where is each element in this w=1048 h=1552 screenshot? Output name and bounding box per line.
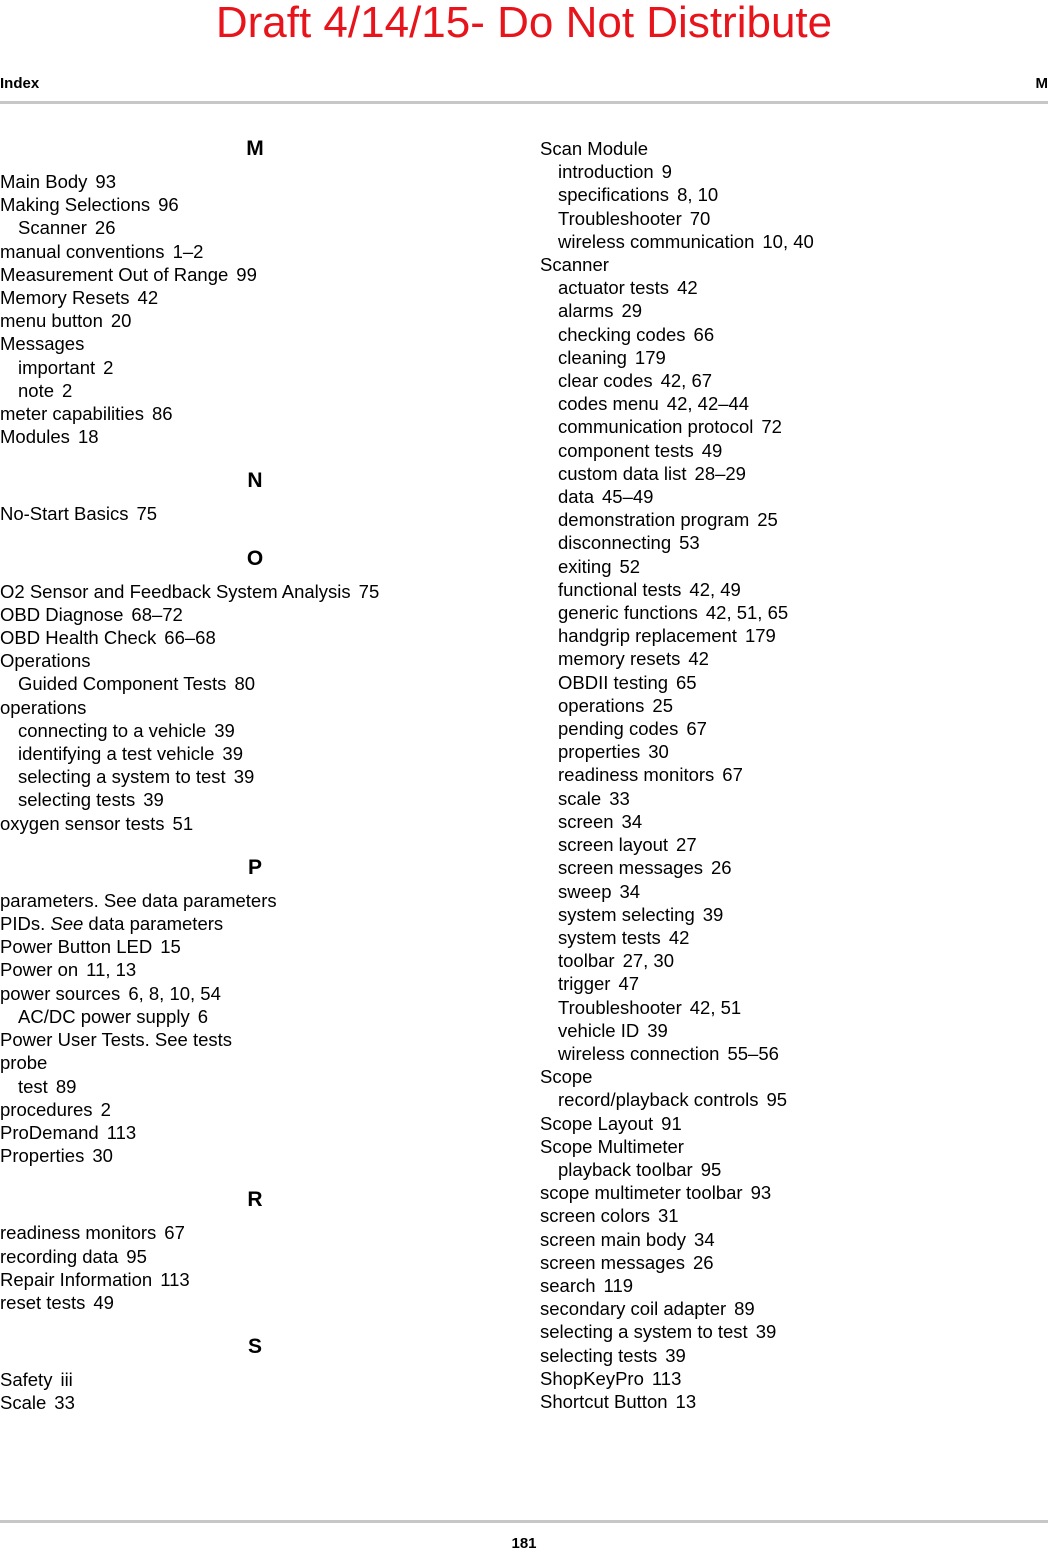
entry-term: wireless communication — [558, 231, 754, 252]
entry-term: Scope Multimeter — [540, 1136, 684, 1157]
entry-term: handgrip replacement — [558, 625, 737, 646]
page-number: 181 — [0, 1535, 1048, 1552]
entry-term: Scanner — [18, 217, 87, 238]
index-entry — [0, 935, 510, 958]
index-entry — [0, 603, 510, 626]
index-entry — [0, 982, 510, 1005]
entry-term: system tests — [558, 927, 661, 948]
page-reference[interactable]: 42, 51, 65 — [706, 602, 788, 623]
entry-term: Scope Layout — [540, 1113, 653, 1134]
page-reference[interactable]: 89 — [56, 1076, 77, 1097]
entry-term: cleaning — [558, 347, 627, 368]
page-reference[interactable]: 39 — [222, 743, 243, 764]
index-entry — [0, 402, 510, 425]
page-reference[interactable]: 31 — [658, 1205, 679, 1226]
index-subentry — [540, 972, 1048, 995]
page-reference[interactable]: 28–29 — [695, 463, 746, 484]
page-reference[interactable]: 113 — [107, 1122, 137, 1143]
entry-term: ShopKeyPro — [540, 1368, 644, 1389]
index-subentry — [540, 926, 1048, 949]
footer-rule — [0, 1520, 1048, 1523]
page-reference[interactable]: 6 — [198, 1006, 208, 1027]
page-reference[interactable]: 93 — [95, 171, 116, 192]
draft-watermark: Draft 4/14/15- Do Not Distribute — [0, 0, 1048, 46]
entry-term: menu button — [0, 310, 103, 331]
page-reference[interactable]: 26 — [95, 217, 116, 238]
index-subentry — [540, 996, 1048, 1019]
page-reference[interactable]: 179 — [635, 347, 666, 368]
entry-term: checking codes — [558, 324, 686, 345]
index-entry — [0, 1245, 510, 1268]
page-reference[interactable]: 30 — [648, 741, 669, 762]
index-entry — [0, 332, 510, 355]
entry-term: Scanner — [540, 254, 609, 275]
index-subentry — [540, 833, 1048, 856]
index-subentry — [540, 856, 1048, 879]
page-reference[interactable]: 42, 51 — [690, 997, 741, 1018]
page-reference[interactable]: 30 — [92, 1145, 113, 1166]
index-subentry — [540, 1158, 1048, 1181]
index-entry — [540, 1204, 1048, 1227]
index-subentry — [540, 647, 1048, 670]
entry-term: identifying a test vehicle — [18, 743, 214, 764]
entry-term: Scope — [540, 1066, 592, 1087]
page-reference[interactable]: 34 — [694, 1229, 715, 1250]
page-reference[interactable]: 75 — [359, 581, 380, 602]
index-entry — [0, 1268, 510, 1291]
entry-term: Troubleshooter — [558, 997, 682, 1018]
index-entry — [0, 240, 510, 263]
entry-term: Safety — [0, 1369, 52, 1390]
index-entry — [0, 1144, 510, 1167]
index-entry — [540, 1228, 1048, 1251]
entry-term: screen main body — [540, 1229, 686, 1250]
index-entry — [540, 1112, 1048, 1135]
index-subentry — [540, 439, 1048, 462]
index-entry — [0, 626, 510, 649]
index-entry — [540, 137, 1048, 160]
index-subentry — [540, 880, 1048, 903]
page-reference[interactable]: 65 — [676, 672, 697, 693]
entry-term: Power Button LED — [0, 936, 152, 957]
index-entry — [540, 1367, 1048, 1390]
page-reference[interactable]: 49 — [702, 440, 723, 461]
index-entry — [540, 1320, 1048, 1343]
index-subentry — [540, 763, 1048, 786]
index-subentry — [540, 369, 1048, 392]
index-subentry — [540, 508, 1048, 531]
entry-term: oxygen sensor tests — [0, 813, 165, 834]
index-entry — [0, 1028, 510, 1051]
entry-term: O2 Sensor and Feedback System Analysis — [0, 581, 351, 602]
entry-term: data — [558, 486, 594, 507]
page-reference[interactable]: 42 — [677, 277, 698, 298]
page-reference[interactable]: 95 — [701, 1159, 722, 1180]
page-reference[interactable]: 2 — [101, 1099, 111, 1120]
index-subentry — [0, 765, 510, 788]
section-letter: P — [0, 856, 510, 880]
entry-term: procedures — [0, 1099, 93, 1120]
index-subentry — [540, 624, 1048, 647]
page-reference[interactable]: 47 — [618, 973, 639, 994]
index-entry — [0, 696, 510, 719]
page-reference[interactable]: 66–68 — [164, 627, 215, 648]
index-subentry — [540, 415, 1048, 438]
page-reference[interactable]: 96 — [158, 194, 179, 215]
entry-term: system selecting — [558, 904, 695, 925]
entry-term: generic functions — [558, 602, 698, 623]
page-reference[interactable]: 11, 13 — [86, 959, 136, 980]
index-subentry — [0, 788, 510, 811]
index-subentry — [0, 672, 510, 695]
page-reference[interactable]: 2 — [62, 380, 72, 401]
page-reference[interactable]: 34 — [619, 881, 640, 902]
index-subentry — [540, 1088, 1048, 1111]
page-reference[interactable]: 179 — [745, 625, 776, 646]
index-subentry — [540, 694, 1048, 717]
page-reference[interactable]: 39 — [647, 1020, 668, 1041]
index-subentry — [540, 717, 1048, 740]
entry-term: screen layout — [558, 834, 668, 855]
entry-term: readiness monitors — [0, 1222, 156, 1243]
entry-term: codes menu — [558, 393, 659, 414]
index-subentry — [540, 183, 1048, 206]
header-section-title: Index — [0, 75, 39, 92]
entry-term: toolbar — [558, 950, 615, 971]
page-reference[interactable]: 33 — [54, 1392, 75, 1413]
page-reference[interactable]: 95 — [767, 1089, 788, 1110]
entry-term: scope multimeter toolbar — [540, 1182, 743, 1203]
page-reference[interactable]: 53 — [679, 532, 700, 553]
index-subentry — [0, 216, 510, 239]
index-subentry — [540, 462, 1048, 485]
page-reference[interactable]: 33 — [609, 788, 630, 809]
page-reference[interactable]: 39 — [756, 1321, 777, 1342]
index-subentry — [540, 601, 1048, 624]
page-reference[interactable]: 51 — [173, 813, 194, 834]
entry-term: power sources — [0, 983, 120, 1004]
running-header — [0, 75, 1048, 95]
entry-term: component tests — [558, 440, 694, 461]
index-entry — [0, 958, 510, 981]
entry-term: readiness monitors — [558, 764, 714, 785]
page-reference[interactable]: 34 — [622, 811, 643, 832]
entry-term: manual conventions — [0, 241, 165, 262]
section-letter: O — [0, 547, 510, 571]
entry-term: Scale — [0, 1392, 46, 1413]
entry-term: vehicle ID — [558, 1020, 639, 1041]
page-reference[interactable]: 66 — [694, 324, 715, 345]
entry-term: Memory Resets — [0, 287, 130, 308]
index-subentry — [540, 740, 1048, 763]
page-reference[interactable]: 72 — [761, 416, 782, 437]
page-reference[interactable]: 39 — [665, 1345, 686, 1366]
entry-term: memory resets — [558, 648, 680, 669]
entry-term: communication protocol — [558, 416, 753, 437]
page-reference[interactable]: 119 — [604, 1275, 634, 1296]
page-reference[interactable]: 39 — [214, 720, 235, 741]
entry-term: selecting a system to test — [18, 766, 226, 787]
entry-term: ProDemand — [0, 1122, 99, 1143]
entry-term: probe — [0, 1052, 47, 1073]
index-entry — [540, 1344, 1048, 1367]
entry-term: disconnecting — [558, 532, 671, 553]
entry-term: No-Start Basics — [0, 503, 129, 524]
index-subentry — [0, 379, 510, 402]
page-reference[interactable]: 10, 40 — [762, 231, 813, 252]
entry-term: Making Selections — [0, 194, 150, 215]
page-reference[interactable]: iii — [60, 1369, 72, 1390]
page-reference[interactable]: 52 — [619, 556, 640, 577]
index-subentry — [540, 671, 1048, 694]
page-reference[interactable]: 2 — [103, 357, 113, 378]
page-reference[interactable]: 93 — [751, 1182, 772, 1203]
index-subentry — [0, 1075, 510, 1098]
entry-term: Operations — [0, 650, 91, 671]
entry-term: meter capabilities — [0, 403, 144, 424]
page-reference[interactable]: 27, 30 — [623, 950, 674, 971]
page-reference[interactable]: 67 — [686, 718, 707, 739]
page-reference[interactable]: 8, 10 — [677, 184, 718, 205]
index-entry — [0, 170, 510, 193]
entry-term: screen messages — [558, 857, 703, 878]
page-reference[interactable]: 6, 8, 10, 54 — [128, 983, 221, 1004]
index-entry — [540, 1251, 1048, 1274]
entry-term: Scan Module — [540, 138, 648, 159]
page-reference[interactable]: 95 — [126, 1246, 147, 1267]
page-reference[interactable]: 9 — [662, 161, 672, 182]
index-entry — [540, 1390, 1048, 1413]
page-reference[interactable]: 70 — [690, 208, 711, 229]
entry-term: parameters. See data parameters — [0, 890, 277, 911]
entry-term: custom data list — [558, 463, 687, 484]
page-reference[interactable]: 67 — [722, 764, 743, 785]
page-reference[interactable]: 91 — [661, 1113, 682, 1134]
index-entry — [540, 1065, 1048, 1088]
entry-term: exiting — [558, 556, 611, 577]
index-entry — [0, 889, 510, 912]
page-reference[interactable]: 20 — [111, 310, 132, 331]
entry-term: wireless connection — [558, 1043, 719, 1064]
entry-term: actuator tests — [558, 277, 669, 298]
entry-term: Repair Information — [0, 1269, 152, 1290]
page-reference[interactable]: 15 — [160, 936, 181, 957]
page-reference[interactable]: 113 — [652, 1368, 682, 1389]
index-entry — [0, 425, 510, 448]
index-entry — [0, 1121, 510, 1144]
index-subentry — [540, 787, 1048, 810]
entry-term: properties — [558, 741, 640, 762]
index-entry — [0, 1221, 510, 1244]
page-reference[interactable]: 39 — [143, 789, 164, 810]
page-reference[interactable]: 75 — [137, 503, 158, 524]
entry-term: Measurement Out of Range — [0, 264, 228, 285]
page-reference[interactable]: 25 — [652, 695, 673, 716]
entry-term: Shortcut Button — [540, 1391, 668, 1412]
entry-term: selecting tests — [540, 1345, 657, 1366]
entry-term: pending codes — [558, 718, 678, 739]
index-subentry — [540, 160, 1048, 183]
entry-term: connecting to a vehicle — [18, 720, 206, 741]
page-reference[interactable]: 67 — [164, 1222, 185, 1243]
index-subentry — [540, 949, 1048, 972]
entry-term: recording data — [0, 1246, 118, 1267]
index-entry — [0, 193, 510, 216]
section-letter: N — [0, 469, 510, 493]
page-reference[interactable]: 45–49 — [602, 486, 653, 507]
index-subentry — [540, 485, 1048, 508]
entry-term: Main Body — [0, 171, 87, 192]
entry-term: secondary coil adapter — [540, 1298, 726, 1319]
page-reference[interactable]: 86 — [152, 403, 173, 424]
index-column-right — [540, 137, 1048, 1413]
entry-term: operations — [558, 695, 644, 716]
entry-term: test — [18, 1076, 48, 1097]
page-reference[interactable]: 55–56 — [727, 1043, 778, 1064]
entry-term: selecting tests — [18, 789, 135, 810]
index-entry — [0, 1391, 510, 1414]
index-entry — [540, 253, 1048, 276]
entry-term: playback toolbar — [558, 1159, 693, 1180]
index-subentry — [540, 299, 1048, 322]
page-reference[interactable]: 99 — [236, 264, 257, 285]
entry-term: functional tests — [558, 579, 681, 600]
section-letter: M — [0, 137, 510, 161]
entry-term: note — [18, 380, 54, 401]
index-entry — [0, 580, 510, 603]
page-reference[interactable]: 18 — [78, 426, 99, 447]
index-entry — [0, 309, 510, 332]
page-reference[interactable]: 1–2 — [173, 241, 204, 262]
entry-term: trigger — [558, 973, 610, 994]
index-entry — [0, 1291, 510, 1314]
index-subentry — [0, 1005, 510, 1028]
index-subentry — [540, 555, 1048, 578]
index-subentry — [540, 323, 1048, 346]
entry-term: OBD Health Check — [0, 627, 156, 648]
index-subentry — [540, 207, 1048, 230]
entry-term: screen messages — [540, 1252, 685, 1273]
entry-term: reset tests — [0, 1292, 85, 1313]
page-reference[interactable]: 39 — [703, 904, 724, 925]
index-entry — [540, 1135, 1048, 1158]
page-reference[interactable]: 68–72 — [131, 604, 182, 625]
page-reference[interactable]: 29 — [622, 300, 643, 321]
index-subentry — [540, 1042, 1048, 1065]
index-column-left — [0, 137, 510, 1415]
page-reference[interactable]: 49 — [93, 1292, 114, 1313]
entry-term: operations — [0, 697, 86, 718]
page-reference[interactable]: 42, 42–44 — [667, 393, 749, 414]
index-entry — [540, 1181, 1048, 1204]
page-reference[interactable]: 26 — [711, 857, 732, 878]
index-entry — [0, 812, 510, 835]
entry-term: Power User Tests. See tests — [0, 1029, 232, 1050]
page-reference[interactable]: 80 — [234, 673, 255, 694]
entry-term: Power on — [0, 959, 78, 980]
entry-term: AC/DC power supply — [18, 1006, 190, 1027]
header-rule — [0, 101, 1048, 104]
entry-term: alarms — [558, 300, 614, 321]
entry-term: Messages — [0, 333, 84, 354]
entry-term: record/playback controls — [558, 1089, 759, 1110]
section-letter: S — [0, 1335, 510, 1359]
index-entry — [0, 286, 510, 309]
entry-term: specifications — [558, 184, 669, 205]
index-entry — [0, 1098, 510, 1121]
page-reference[interactable]: 25 — [757, 509, 778, 530]
see-reference: See — [50, 913, 83, 934]
index-subentry — [540, 903, 1048, 926]
index-entry — [0, 1368, 510, 1391]
page-reference[interactable]: 42 — [138, 287, 159, 308]
index-entry — [0, 502, 510, 525]
entry-term: screen — [558, 811, 614, 832]
index-entry — [540, 1297, 1048, 1320]
entry-term: PIDs. See data parameters — [0, 913, 223, 934]
entry-term: demonstration program — [558, 509, 749, 530]
page-reference[interactable]: 13 — [676, 1391, 697, 1412]
index-subentry — [0, 742, 510, 765]
index-entry — [0, 912, 510, 935]
index-subentry — [540, 392, 1048, 415]
page-reference[interactable]: 42 — [669, 927, 690, 948]
page-reference[interactable]: 39 — [234, 766, 255, 787]
entry-term: Modules — [0, 426, 70, 447]
index-subentry — [540, 346, 1048, 369]
index-subentry — [540, 810, 1048, 833]
page-reference[interactable]: 89 — [734, 1298, 755, 1319]
entry-term: selecting a system to test — [540, 1321, 748, 1342]
entry-term: sweep — [558, 881, 611, 902]
header-letter: M — [1036, 75, 1048, 92]
index-entry — [0, 649, 510, 672]
index-subentry — [0, 719, 510, 742]
page-reference[interactable]: 42 — [688, 648, 709, 669]
entry-term: OBDII testing — [558, 672, 668, 693]
page-reference[interactable]: 113 — [160, 1269, 190, 1290]
entry-term: scale — [558, 788, 601, 809]
index-subentry — [540, 276, 1048, 299]
entry-term: Guided Component Tests — [18, 673, 226, 694]
entry-term: OBD Diagnose — [0, 604, 123, 625]
page-reference[interactable]: 42, 67 — [661, 370, 712, 391]
entry-term: introduction — [558, 161, 654, 182]
index-entry — [0, 263, 510, 286]
index-subentry — [0, 356, 510, 379]
entry-term: Properties — [0, 1145, 84, 1166]
index-subentry — [540, 230, 1048, 253]
index-subentry — [540, 578, 1048, 601]
page-reference[interactable]: 42, 49 — [689, 579, 740, 600]
entry-term: clear codes — [558, 370, 653, 391]
entry-term: screen colors — [540, 1205, 650, 1226]
index-entry — [540, 1274, 1048, 1297]
entry-term: important — [18, 357, 95, 378]
index-entry — [0, 1051, 510, 1074]
index-subentry — [540, 531, 1048, 554]
page-reference[interactable]: 27 — [676, 834, 697, 855]
index-subentry — [540, 1019, 1048, 1042]
entry-term: Troubleshooter — [558, 208, 682, 229]
section-letter: R — [0, 1188, 510, 1212]
entry-term: search — [540, 1275, 596, 1296]
page-reference[interactable]: 26 — [693, 1252, 714, 1273]
